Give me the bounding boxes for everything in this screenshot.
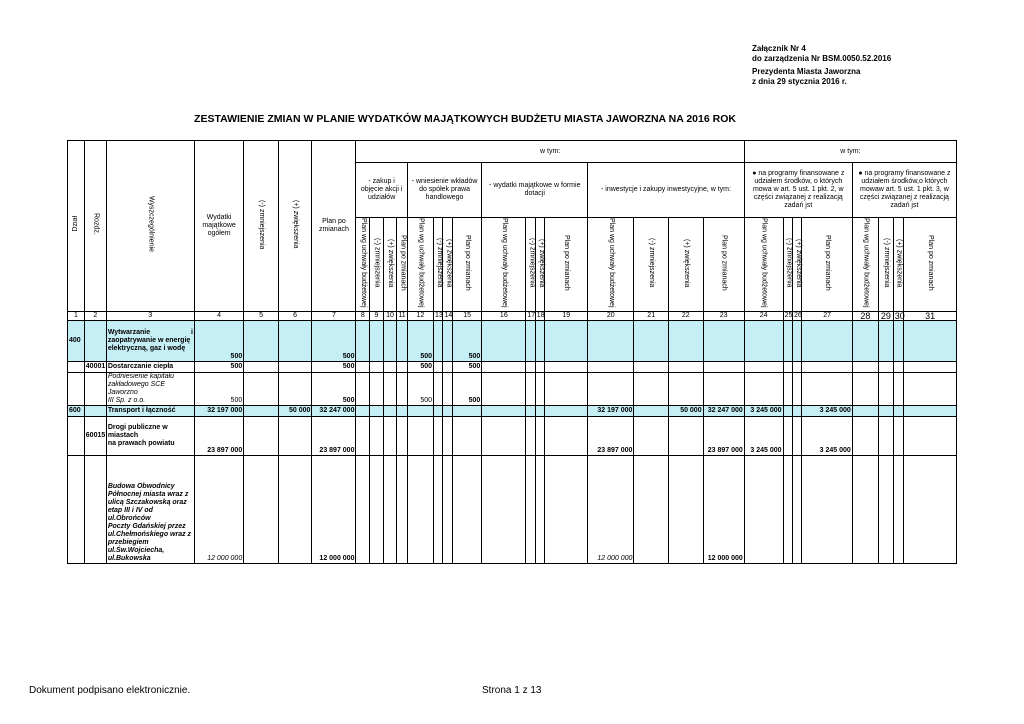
col-number: 4 bbox=[194, 311, 243, 320]
col-number: 25 bbox=[784, 311, 793, 319]
sub-plus-header: (+) zwiększenia bbox=[383, 218, 397, 312]
col-number: 20 bbox=[588, 311, 634, 320]
col-zwiekszenia-header: (+) zwiększenia bbox=[278, 141, 312, 312]
cell-c6: 50 000 bbox=[278, 405, 312, 416]
col-number: 9 bbox=[370, 311, 384, 320]
sub-minus-header: (-) zmniejszenia bbox=[526, 218, 535, 312]
cell-name: Budowa Obwodnicy Północnej miasta wraz z ulicą Szczakowską oraz etap III i IV od ul.Obrońców Poczty Gdańskiej przez ul.Chełmońskiego wraz z przebiegiem ul.Św.Wojciecha, ul.Bukowska bbox=[106, 455, 194, 563]
sub-plus-header: (+) zwiększenia bbox=[893, 218, 903, 312]
column-number-row bbox=[68, 311, 957, 320]
cell-c12: 500 bbox=[407, 320, 433, 361]
sub-minus-header: (-) zmniejszenia bbox=[634, 218, 669, 312]
cell-c7: 23 897 000 bbox=[312, 416, 356, 455]
cell-c4: 500 bbox=[194, 372, 243, 405]
sub-after-header: Plan po zmianach bbox=[397, 218, 407, 312]
col-number: 28 bbox=[852, 311, 878, 320]
col-number: 15 bbox=[452, 311, 481, 320]
annex-issuer: Prezydenta Miasta Jaworzna bbox=[752, 67, 861, 76]
col-number: 24 bbox=[744, 311, 783, 320]
annex-date: z dnia 29 stycznia 2016 r. bbox=[752, 77, 847, 86]
footer-signature-note: Dokument podpisano elektronicznie. bbox=[29, 685, 191, 696]
col-number: 31 bbox=[904, 311, 957, 320]
cell-rozdz: 60015 bbox=[84, 416, 106, 455]
sub-after-header: Plan po zmianach bbox=[452, 218, 481, 312]
col-number: 22 bbox=[669, 311, 704, 320]
cell-name: Wytwarzanie i zaopatrywanie w energię elektryczną, gaz i wodę bbox=[106, 320, 194, 361]
sub-minus-header: (-) zmniejszenia bbox=[370, 218, 384, 312]
sub-minus-header: (-) zmniejszenia bbox=[783, 218, 792, 312]
col-number: 21 bbox=[634, 311, 669, 320]
document-title: ZESTAWIENIE ZMIAN W PLANIE WYDATKÓW MAJĄTKOWYCH BUDŻETU MIASTA JAWORZNA NA 2016 ROK bbox=[194, 113, 736, 125]
cell-dzial: 600 bbox=[68, 405, 85, 416]
col-rozdz-header: Rozdz. bbox=[84, 141, 106, 312]
cell-c23: 32 247 000 bbox=[703, 405, 744, 416]
cell-c4: 32 197 000 bbox=[194, 405, 243, 416]
cell-c4: 500 bbox=[194, 361, 243, 372]
group-dotacje: - wydatki majątkowe w formie dotacji bbox=[482, 163, 588, 218]
cell-c7: 500 bbox=[312, 320, 356, 361]
sub-plan-header: Plan wg uchwały budżetowej bbox=[482, 218, 526, 312]
col-wyszczegolnienie-header: Wyszczególnienie bbox=[106, 141, 194, 312]
cell-c23: 23 897 000 bbox=[703, 416, 744, 455]
budget-table bbox=[67, 140, 957, 564]
table-row bbox=[68, 405, 957, 416]
cell-c20: 32 197 000 bbox=[588, 405, 634, 416]
col-number: 27 bbox=[802, 311, 852, 320]
cell-c12: 500 bbox=[407, 372, 433, 405]
col-number: 12 bbox=[407, 311, 433, 320]
cell-c15: 500 bbox=[452, 320, 481, 361]
cell-c4: 12 000 000 bbox=[194, 455, 243, 563]
col-number: 18 bbox=[536, 311, 545, 319]
table-row bbox=[68, 416, 957, 455]
cell-c23: 12 000 000 bbox=[703, 455, 744, 563]
sub-plan-header: Plan wg uchwały budżetowej bbox=[852, 218, 878, 312]
sub-plan-header: Plan wg uchwały budżetowej bbox=[356, 218, 370, 312]
sub-after-header: Plan po zmianach bbox=[802, 218, 852, 312]
cell-name: Dostarczanie ciepła bbox=[106, 361, 194, 372]
cell-c27: 3 245 000 bbox=[802, 416, 852, 455]
annex-ordinance: do zarządzenia Nr BSM.0050.52.2016 bbox=[752, 54, 892, 63]
col-number: 8 bbox=[356, 311, 370, 320]
col-number: 26 bbox=[794, 311, 802, 319]
col-zmniejszenia-header: (-) zmniejszenia bbox=[244, 141, 279, 312]
sub-after-header: Plan po zmianach bbox=[703, 218, 744, 312]
cell-c15: 500 bbox=[452, 372, 481, 405]
cell-c27: 3 245 000 bbox=[802, 405, 852, 416]
col-dzial-header: Dział bbox=[68, 141, 85, 312]
sub-after-header: Plan po zmianach bbox=[545, 218, 588, 312]
sub-plan-header: Plan wg uchwały budżetowej bbox=[407, 218, 433, 312]
table-row bbox=[68, 455, 957, 563]
sub-plus-header: (+) zwiększenia bbox=[535, 218, 544, 312]
col-number: 3 bbox=[106, 311, 194, 320]
cell-rozdz: 40001 bbox=[84, 361, 106, 372]
w-tym-header-2: w tym: bbox=[744, 141, 956, 163]
group-zakup-akcji: - zakup i objęcie akcji i udziałów bbox=[356, 163, 407, 218]
table-row bbox=[68, 372, 957, 405]
col-number: 6 bbox=[278, 311, 312, 320]
col-number: 23 bbox=[703, 311, 744, 320]
cell-name: Transport i łączność bbox=[106, 405, 194, 416]
group-wniesienie-wkladow: - wniesienie wkładów do spółek prawa handlowego bbox=[407, 163, 481, 218]
col-number: 29 bbox=[879, 311, 894, 320]
cell-c22: 50 000 bbox=[669, 405, 704, 416]
cell-c7: 32 247 000 bbox=[312, 405, 356, 416]
col-number: 13 bbox=[435, 311, 443, 319]
cell-c7: 12 000 000 bbox=[312, 455, 356, 563]
annex-header bbox=[752, 44, 891, 87]
cell-c12: 500 bbox=[407, 361, 433, 372]
sub-plan-header: Plan wg uchwały budżetowej bbox=[588, 218, 634, 312]
cell-c7: 500 bbox=[312, 361, 356, 372]
col-number: 14 bbox=[444, 311, 453, 319]
cell-c24: 3 245 000 bbox=[744, 416, 783, 455]
col-number: 30 bbox=[894, 310, 905, 321]
col-number: 2 bbox=[84, 311, 106, 320]
col-number: 7 bbox=[312, 311, 356, 320]
col-number: 11 bbox=[398, 311, 406, 319]
cell-c4: 500 bbox=[194, 320, 243, 361]
group-programy-pkt3: ● na programy finansowane z udziałem środków,o których mowaw art. 5 ust. 1 pkt. 3, w części związanej z realizacją zadań jst bbox=[852, 163, 956, 218]
footer-page-number: Strona 1 z 13 bbox=[482, 685, 542, 696]
col-number: 17 bbox=[527, 311, 536, 319]
cell-c24: 3 245 000 bbox=[744, 405, 783, 416]
cell-c15: 500 bbox=[452, 361, 481, 372]
sub-plus-header: (+) zwiększenia bbox=[793, 218, 802, 312]
col-number: 10 bbox=[383, 311, 397, 320]
table-row bbox=[68, 320, 957, 361]
sub-plus-header: (+) zwiększenia bbox=[669, 218, 704, 312]
cell-c20: 12 000 000 bbox=[588, 455, 634, 563]
sub-plan-header: Plan wg uchwały budżetowej bbox=[744, 218, 783, 312]
cell-name: Podniesienie kapitału zakładowego SCE Jaworzno III Sp. z o.o. bbox=[106, 372, 194, 405]
col-number: 5 bbox=[244, 311, 279, 320]
col-number: 19 bbox=[545, 311, 588, 320]
cell-name: Drogi publiczne w miastach na prawach powiatu bbox=[106, 416, 194, 455]
sub-plus-header: (+) zwiększenia bbox=[443, 218, 452, 312]
table-row bbox=[68, 361, 957, 372]
col-plan-po-header: Plan po zmianach bbox=[312, 141, 356, 312]
cell-dzial: 400 bbox=[68, 320, 85, 361]
cell-c7: 500 bbox=[312, 372, 356, 405]
col-number: 1 bbox=[68, 311, 85, 320]
annex-number: Załącznik Nr 4 bbox=[752, 44, 806, 53]
cell-c4: 23 897 000 bbox=[194, 416, 243, 455]
col-number: 16 bbox=[482, 311, 526, 320]
sub-minus-header: (-) zmniejszenia bbox=[434, 218, 443, 312]
sub-after-header: Plan po zmianach bbox=[904, 218, 957, 312]
col-wydatki-header: Wydatki majątkowe ogółem bbox=[194, 141, 243, 312]
cell-c20: 23 897 000 bbox=[588, 416, 634, 455]
sub-minus-header: (-) zmniejszenia bbox=[879, 218, 894, 312]
group-programy-pkt2: ● na programy finansowane z udziałem środków, o których mowa w art. 5 ust. 1 pkt. 2, w części związanej z realizacją zadań jst bbox=[744, 163, 852, 218]
group-inwestycje: - inwestycje i zakupy inwestycyjne, w tym: bbox=[588, 163, 745, 218]
w-tym-header-1: w tym: bbox=[356, 141, 744, 163]
